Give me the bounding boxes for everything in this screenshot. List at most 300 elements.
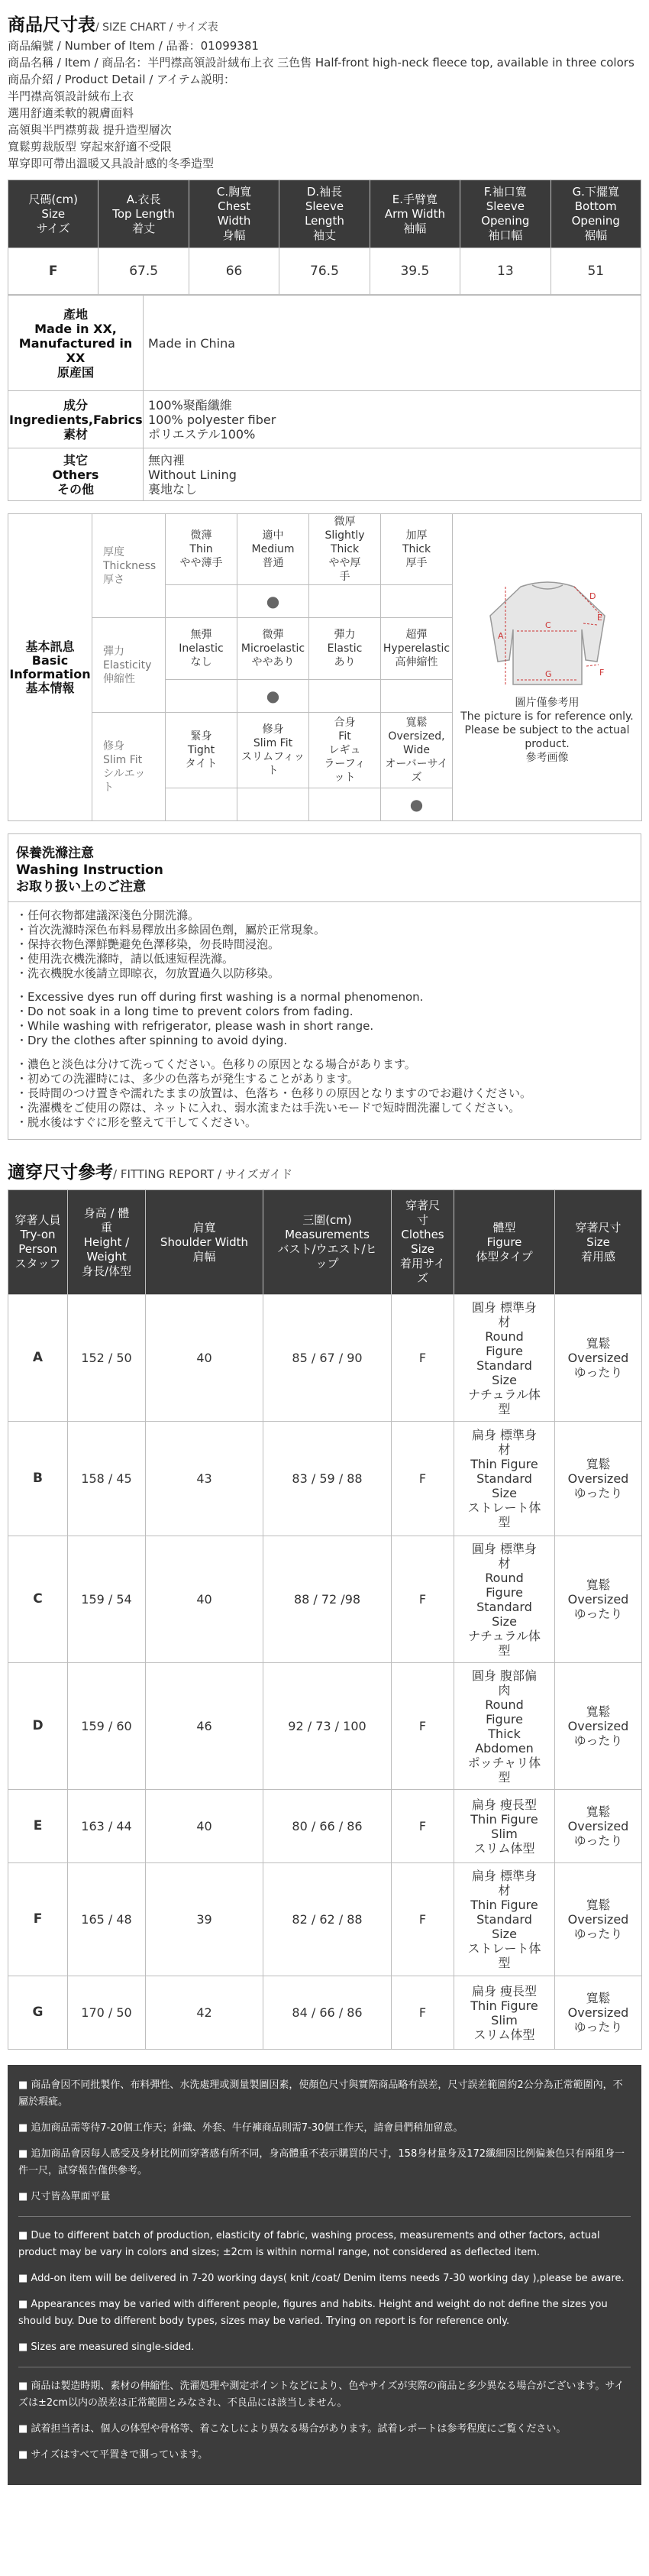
fit-text: ゆったり	[573, 1607, 623, 1621]
fabric-value	[144, 391, 641, 448]
height-weight: 159 / 60	[68, 1663, 146, 1790]
option-text: ット	[334, 772, 356, 784]
figure-text: Standard	[476, 1599, 532, 1614]
header-text: 着用感	[580, 1249, 615, 1264]
product-detail-line: 半門襟高領設計絨布上衣	[8, 89, 134, 103]
fit-text: ゆったり	[573, 1486, 623, 1500]
diagram-letter: E	[596, 613, 602, 623]
height-weight: 163 / 44	[68, 1790, 146, 1863]
category-text: 厚さ	[103, 573, 124, 586]
header-text: Person	[18, 1242, 57, 1256]
garment-diagram	[453, 514, 642, 821]
washing-line: ・洗濯機をご使用の際は、ネットに入れ、弱水流または手洗いモードで短時間洗濯してください。	[16, 1101, 521, 1115]
figure-text: 型	[498, 1769, 511, 1785]
option-text: Inelastic	[179, 642, 224, 655]
figure-type	[454, 1863, 555, 1976]
other-row	[8, 448, 641, 501]
option-text: Thick	[402, 543, 431, 555]
size-table-header	[8, 180, 641, 248]
height-weight: 158 / 45	[68, 1422, 146, 1536]
thickness-row	[8, 514, 642, 585]
shoulder-width: 39	[146, 1863, 263, 1976]
header-text: 体型タイプ	[476, 1249, 533, 1264]
option-text: あり	[334, 656, 356, 668]
figure-text: ナチュラル体	[467, 1628, 541, 1643]
table-row	[8, 1790, 642, 1863]
header-text: 重	[100, 1220, 112, 1235]
label-text: 基本訊息	[25, 639, 75, 654]
washing-line: ・長時間のつけ置きや濡れたままの放置は、色落ち・色移りの原因となりますのでお避けください。	[16, 1086, 532, 1100]
category-text: Slim Fit	[103, 753, 143, 766]
option-text: 厚手	[405, 557, 428, 569]
option-text: ズ	[411, 772, 422, 784]
header-text: Size	[41, 206, 66, 221]
fabric-row	[8, 391, 641, 448]
clothes-size: F	[392, 1863, 454, 1976]
value-text: Without Lining	[148, 467, 237, 482]
washing-instructions	[8, 833, 641, 1140]
size-cell: 39.5	[370, 248, 460, 295]
figure-text: Figure	[486, 1711, 523, 1727]
fitting-report-title: 適穿尺寸參考	[8, 1163, 113, 1183]
category-text: 彈力	[103, 645, 124, 658]
fit-text: ゆったり	[573, 1733, 623, 1748]
figure-text: ポッチャリ体	[467, 1755, 541, 1770]
diagram-caption: 參考画像	[525, 752, 569, 764]
diagram-caption: product.	[525, 738, 570, 750]
header-text: C.胸寬	[216, 185, 252, 199]
label-text: Ingredients,Fabrics	[9, 412, 143, 427]
header-text: 袖口幅	[488, 228, 523, 242]
header-text: 穿著尺	[405, 1199, 440, 1212]
header-text: Width	[217, 214, 251, 228]
option-text: 高伸縮性	[395, 656, 438, 668]
person-name: F	[8, 1863, 68, 1976]
shoulder-width: 40	[146, 1536, 263, 1663]
header-text: バスト/ウエスト/ヒ	[277, 1242, 377, 1256]
diagram-caption: The picture is for reference only.	[460, 710, 634, 723]
note-en: ■ Add-on item will be delivered in 7-20 working days( knit /coat/ Denim items needs 7-30 working day ),please be aware.	[18, 2273, 625, 2284]
clothes-size: F	[392, 1976, 454, 2050]
option-text: なし	[190, 656, 212, 668]
header-text: 穿著尺寸	[575, 1220, 622, 1235]
header-arm-width	[370, 180, 460, 248]
header-text: 身幅	[222, 228, 246, 242]
fit-indicator	[166, 788, 237, 821]
figure-text: Standard	[476, 1912, 532, 1927]
header-text: ズ	[416, 1271, 428, 1285]
diagram-letter: A	[497, 631, 504, 641]
header-text: 穿著人員	[15, 1213, 61, 1227]
product-info	[8, 37, 641, 172]
figure-text: Slim	[491, 2012, 518, 2027]
fitting-report-header	[8, 1140, 641, 1189]
figure-text: 型	[498, 1956, 511, 1970]
header-text: Top Length	[112, 206, 176, 221]
figure-text: Thin Figure	[470, 1898, 538, 1912]
option-text: 寬鬆	[405, 717, 428, 729]
elasticity-indicator: ●	[237, 680, 309, 713]
category-text: 修身	[103, 739, 124, 752]
notes-divider	[18, 2216, 631, 2217]
option-text: 彈力	[334, 629, 356, 641]
note-zh: ■ 商品會因不同批製作、布料彈性、水洗處理或測量製圖因素，使顏色尺寸與實際商品略有誤差，尺寸誤差範圍約2公分為正常範圍內，不屬於瑕疵。	[18, 2079, 623, 2108]
figure-text: 扁身 瘦長型	[471, 1797, 538, 1812]
header-text: Figure	[486, 1235, 522, 1249]
option-text: 微厚	[334, 516, 356, 528]
figure-text: Abdomen	[475, 1740, 534, 1756]
category-text: シルエッ	[103, 767, 146, 780]
header-fit	[555, 1190, 642, 1295]
option-text: Microelastic	[241, 642, 305, 655]
fit-text: 寬鬆	[586, 1457, 611, 1471]
elasticity-option-microelastic	[237, 618, 309, 680]
shoulder-width: 43	[146, 1422, 263, 1536]
person-name: D	[8, 1663, 68, 1790]
shoulder-width: 46	[146, 1663, 263, 1790]
figure-text: ストレート体	[467, 1941, 541, 1956]
height-weight: 152 / 50	[68, 1295, 146, 1422]
fit-text: Oversized	[567, 1912, 629, 1927]
elasticity-option-hyperelastic	[381, 618, 453, 680]
measurements: 82 / 62 / 88	[263, 1863, 392, 1976]
size-cell: F	[8, 248, 98, 295]
product-detail-title: 商品介紹 / Product Detail / アイテム説明：	[8, 73, 235, 86]
figure-text: Size	[492, 1927, 517, 1941]
table-row	[8, 1422, 642, 1536]
figure-text: スリム体型	[473, 1840, 535, 1856]
elasticity-category	[92, 618, 166, 713]
product-detail-line: 高領與半門襟剪裁 提升造型層次	[8, 123, 172, 137]
header-text: 袖丈	[312, 228, 336, 242]
fit-text: Oversized	[567, 1819, 629, 1833]
figure-text: 型	[498, 1515, 511, 1529]
elasticity-option-elastic	[309, 618, 381, 680]
person-name: B	[8, 1422, 68, 1536]
category-text: 厚度	[103, 545, 124, 558]
figure-type	[454, 1790, 555, 1863]
option-text: Slightly	[324, 529, 365, 542]
figure-text: Size	[492, 1372, 517, 1387]
figure-text: Size	[492, 1613, 517, 1629]
header-figure	[454, 1190, 555, 1295]
origin-label	[8, 296, 144, 391]
material-table	[8, 295, 641, 501]
figure-text: 圓身 標準身	[471, 1299, 538, 1315]
note-ja: ■ 商品は製造時期、素材の伸縮性、洗濯処理や測定ポイントなどにより、色やサイズが実際の商品と多少異なる場合がございます。サイズは±2cm以内の誤差は正常範囲とみなされ、不良品には該当しません。	[18, 2380, 625, 2409]
fit-text: 寬鬆	[586, 1578, 611, 1592]
measurements: 84 / 66 / 86	[263, 1976, 392, 2050]
header-text: 身長/体型	[81, 1264, 132, 1278]
label-text: 其它	[63, 452, 88, 468]
header-clothes-size	[392, 1190, 454, 1295]
figure-type	[454, 1422, 555, 1536]
elasticity-indicator	[381, 680, 453, 713]
header-text: D.袖長	[306, 185, 343, 199]
category-text: 伸縮性	[103, 672, 135, 685]
table-row	[8, 248, 641, 295]
elasticity-indicator	[166, 680, 237, 713]
clothes-size: F	[392, 1536, 454, 1663]
fabric-label	[8, 391, 144, 448]
header-text: 尺碼(cm)	[28, 192, 78, 206]
thickness-indicator	[381, 585, 453, 618]
washing-line: ・保持衣物色澤鮮艷避免色澤移染，勿長時間浸泡。	[16, 937, 280, 951]
category-text: ト	[103, 781, 114, 794]
option-text: Thick	[330, 543, 360, 555]
table-row	[8, 1295, 642, 1422]
figure-text: スリム体型	[473, 2027, 535, 2042]
option-text: Thin	[189, 543, 213, 555]
fit-text: Oversized	[567, 2005, 629, 2020]
header-text: F.袖口寬	[483, 185, 527, 199]
option-text: Elastic	[327, 642, 363, 655]
product-detail-line: 寬鬆剪裁版型 穿起來舒適不受限	[8, 140, 172, 154]
table-row	[8, 1536, 642, 1663]
figure-text: 圓身 標準身	[471, 1541, 538, 1556]
figure-text: Figure	[486, 1343, 523, 1358]
fit-text: Oversized	[567, 1592, 629, 1607]
note-ja: ■ 試着担当者は、個人の体型や骨格等、着こなしにより異なる場合があります。試着レポートは参考程度にご覧ください。	[18, 2423, 567, 2435]
option-text: 普通	[262, 557, 284, 569]
fit-option-oversized	[381, 713, 453, 788]
category-text: Elasticity	[103, 659, 152, 672]
option-text: 修身	[262, 723, 284, 736]
header-measurements	[263, 1190, 392, 1295]
clothes-size: F	[392, 1295, 454, 1422]
diagram-letter: C	[544, 620, 551, 630]
measurements: 85 / 67 / 90	[263, 1295, 392, 1422]
header-text: Size	[411, 1242, 434, 1256]
diagram-caption: Please be subject to the actual	[464, 724, 630, 736]
header-chest-width	[189, 180, 279, 248]
table-row	[8, 1863, 642, 1976]
washing-line: ・首次洗滌時深色布料易釋放出多餘固色劑，屬於正常現象。	[16, 923, 326, 937]
header-text: 肩寬	[192, 1220, 216, 1235]
fit-result	[555, 1422, 642, 1536]
washing-title	[8, 834, 641, 902]
figure-text: Standard	[476, 1358, 532, 1373]
height-weight: 170 / 50	[68, 1976, 146, 2050]
size-table	[8, 180, 641, 295]
figure-text: Thin Figure	[470, 1457, 538, 1471]
option-text: 無彈	[190, 629, 212, 641]
thickness-option-thin	[166, 514, 237, 585]
item-name: 商品名稱 / Item / 商品名：半門襟高領設計絨布上衣 三色售 Half-front high-neck fleece top, available in three colors	[8, 56, 634, 70]
header-text: 寸	[416, 1213, 428, 1227]
category-text: Thickness	[103, 559, 157, 572]
height-weight: 159 / 54	[68, 1536, 146, 1663]
option-text: レギュ	[328, 744, 361, 756]
fitting-report-subtitle: / FITTING REPORT / サイズガイド	[113, 1167, 293, 1181]
diagram-letter: G	[544, 669, 552, 679]
header-text: Sleeve	[305, 199, 344, 213]
fit-option-tight	[166, 713, 237, 788]
figure-type	[454, 1663, 555, 1790]
option-text: Fit	[338, 730, 351, 743]
other-value	[144, 448, 641, 501]
figure-text: 扁身 標準身	[471, 1428, 538, 1442]
header-text: 身高 / 體	[83, 1205, 130, 1220]
fit-text: ゆったり	[573, 1833, 623, 1848]
note-en: ■ Appearances may be varied with different people, figures and habits. Height and weight do not define the sizes you should buy. Due to different body types, sizes may be varied. Trying on report is for reference only.	[18, 2299, 608, 2327]
header-text: サイズ	[36, 221, 70, 235]
note-zh: ■ 尺寸皆為單面平量	[18, 2191, 111, 2202]
option-text: ややあり	[251, 656, 295, 668]
note-en: ■ Due to different batch of production, elasticity of fabric, washing process, measurements and other factors, actual product may be vary in colors and sizes; ±2cm is within normal range, not considered as deflected item.	[18, 2230, 600, 2258]
thickness-indicator	[309, 585, 381, 618]
header-text: 裾幅	[584, 228, 608, 242]
shoulder-width: 40	[146, 1790, 263, 1863]
label-text: 原産国	[57, 364, 94, 380]
option-text: 超彈	[405, 629, 428, 641]
thickness-option-slightly-thick	[309, 514, 381, 585]
fit-text: Oversized	[567, 1351, 629, 1365]
header-text: Opening	[481, 214, 530, 228]
washing-line: ・使用洗衣機洗滌時，請以低速短程洗滌。	[16, 952, 234, 966]
label-text: 素材	[63, 426, 88, 442]
clothes-size: F	[392, 1663, 454, 1790]
size-cell: 76.5	[279, 248, 370, 295]
value-text: 100%聚酯纖維	[148, 397, 232, 413]
table-row	[8, 1976, 642, 2050]
page-subtitle: / SIZE CHART / サイズ表	[95, 21, 218, 34]
size-cell: 67.5	[98, 248, 189, 295]
option-text: 合身	[334, 717, 356, 729]
product-detail-line: 選用舒適柔軟的親膚面料	[8, 106, 134, 120]
label-text: Information	[9, 666, 91, 681]
washing-line: ・濃色と淡色は分けて洗ってください。色移りの原因となる場合があります。	[16, 1057, 416, 1071]
option-text: Wide	[403, 744, 430, 756]
note-zh: ■ 追加商品會因每人感受及身材比例而穿著感有所不同，身高體重不表示購買的尺寸，158身材量身及172纖細因比例偏兼色只有兩組身一件一尺，試穿報告僅供參考。	[18, 2148, 625, 2176]
fit-result	[555, 1663, 642, 1790]
fit-result	[555, 1295, 642, 1422]
thickness-option-thick	[381, 514, 453, 585]
figure-text: Figure	[486, 1584, 523, 1600]
option-text: 適中	[262, 529, 284, 542]
header-text: E.手臂寬	[392, 192, 438, 206]
header-text: Weight	[86, 1249, 127, 1264]
thickness-indicator: ●	[237, 585, 309, 618]
washing-line: ・Do not soak in a long time to prevent colors from fading.	[16, 1005, 354, 1018]
figure-text: 型	[498, 1401, 511, 1416]
washing-line: ・While washing with refrigerator, please wash in short range.	[16, 1019, 374, 1033]
label-text: Manufactured in XX	[18, 335, 133, 365]
washing-line: ・初めての洗濯時には、多少の色落ちが発生することがあります。	[16, 1072, 359, 1086]
measurements: 83 / 59 / 88	[263, 1422, 392, 1536]
measurements: 80 / 66 / 86	[263, 1790, 392, 1863]
option-text: 微薄	[190, 529, 212, 542]
option-text: 加厚	[405, 529, 428, 542]
fit-result	[555, 1976, 642, 2050]
header-text: Height /	[83, 1235, 130, 1249]
option-text: やや厚	[328, 557, 361, 569]
fit-text: 寬鬆	[586, 1704, 611, 1719]
figure-text: 扁身 標準身	[471, 1869, 538, 1883]
elasticity-option-inelastic	[166, 618, 237, 680]
origin-row	[8, 296, 641, 391]
value-text: 裏地なし	[148, 481, 198, 497]
figure-text: Size	[492, 1486, 517, 1500]
fit-indicator	[237, 788, 309, 821]
fit-indicator: ●	[381, 788, 453, 821]
fit-text: 寬鬆	[586, 1804, 611, 1819]
figure-text: Thin Figure	[470, 1998, 538, 2013]
table-row	[8, 1663, 642, 1790]
fit-category	[92, 713, 166, 821]
size-chart-header	[8, 0, 641, 36]
option-text: Oversized,	[388, 730, 445, 743]
washing-line: ・任何衣物都建議深淺色分開洗滌。	[16, 908, 200, 922]
fitting-table	[8, 1189, 642, 2050]
person-name: G	[8, 1976, 68, 2050]
header-shoulder	[146, 1190, 263, 1295]
clothes-size: F	[392, 1790, 454, 1863]
header-text: A.衣長	[126, 192, 161, 206]
figure-type	[454, 1536, 555, 1663]
person-name: C	[8, 1536, 68, 1663]
header-sleeve-opening	[460, 180, 551, 248]
fit-text: Oversized	[567, 1471, 629, 1486]
shoulder-width: 40	[146, 1295, 263, 1422]
fit-result	[555, 1863, 642, 1976]
figure-text: ナチュラル体	[467, 1387, 541, 1402]
header-text: スタッフ	[15, 1257, 61, 1270]
fit-text: 寬鬆	[586, 1991, 611, 2005]
washing-body	[8, 902, 641, 1139]
size-cell: 66	[189, 248, 279, 295]
header-text: Measurements	[285, 1228, 370, 1241]
figure-text: 圓身 腹部偏	[471, 1668, 538, 1683]
fit-result	[555, 1536, 642, 1663]
header-text: 袖幅	[403, 221, 427, 235]
header-text: 體型	[492, 1220, 516, 1235]
fit-text: ゆったり	[573, 1365, 623, 1380]
figure-text: Thin Figure	[470, 1811, 538, 1827]
figure-text: 肉	[498, 1682, 511, 1697]
label-text: Basic	[31, 652, 69, 668]
fitting-table-header	[8, 1190, 642, 1295]
figure-text: 材	[498, 1883, 511, 1898]
option-text: Hyperelastic	[383, 642, 450, 655]
fit-text: Oversized	[567, 1719, 629, 1733]
header-bottom-opening	[551, 180, 641, 248]
elasticity-indicator	[309, 680, 381, 713]
header-text: 三圍(cm)	[302, 1213, 352, 1227]
figure-text: Round	[485, 1328, 524, 1344]
fit-result	[555, 1790, 642, 1863]
option-text: Tight	[187, 744, 215, 756]
figure-type	[454, 1295, 555, 1422]
header-text: Chest	[218, 199, 250, 213]
header-text: 肩幅	[192, 1249, 216, 1264]
clothes-size: F	[392, 1422, 454, 1536]
option-text: 手	[339, 571, 350, 583]
header-text: Arm Width	[384, 206, 445, 221]
label-text: Others	[52, 467, 99, 482]
option-text: オーバーサイ	[385, 758, 448, 770]
note-en: ■ Sizes are measured single-sided.	[18, 2341, 195, 2353]
other-label	[8, 448, 144, 501]
option-text: スリムフィッ	[241, 751, 305, 763]
header-text: Size	[586, 1235, 610, 1249]
option-text: 微彈	[262, 629, 284, 641]
header-text: Sleeve	[486, 199, 525, 213]
notes-panel	[8, 2065, 641, 2485]
option-text: やや薄手	[179, 557, 223, 569]
header-text: Opening	[571, 214, 620, 228]
figure-text: Standard	[476, 1471, 532, 1486]
